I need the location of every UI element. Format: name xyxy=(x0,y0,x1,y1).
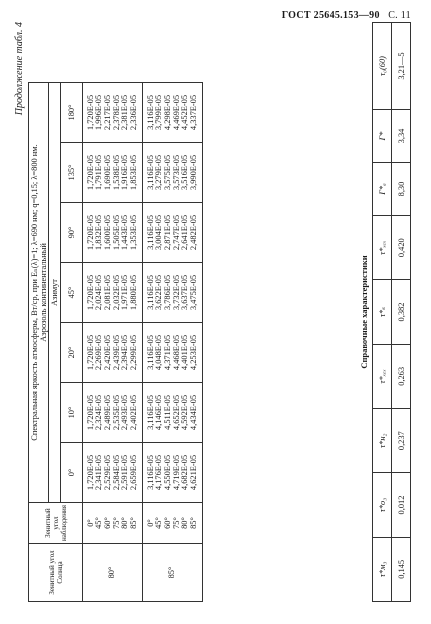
ref-symbol: Γ*ₐ xyxy=(373,163,392,216)
ref-value: 3,21—5 xyxy=(392,23,411,110)
header-zenith-obs: Зенитный угол наблюдения xyxy=(29,503,83,544)
group-sun-85 xyxy=(143,83,203,602)
ref-symbol: τ*ₓₑₓ xyxy=(373,344,392,408)
values-az-0: 1,720E-05 2,341E-05 2,529E-05 2,584E-05 2,591E-05 2,659E-05 xyxy=(83,443,143,503)
ref-symbol: τ₀(60) xyxy=(373,23,392,110)
ref-value: 0,145 xyxy=(392,537,411,601)
sun-angle: 85° xyxy=(143,544,203,602)
azimuth-45: 45° xyxy=(61,263,83,323)
ref-symbol: Γ* xyxy=(373,109,392,162)
reference-title: Справочные характеристики xyxy=(359,255,369,369)
azimuth-0: 0° xyxy=(61,443,83,503)
azimuth-135: 135° xyxy=(61,143,83,203)
page-header xyxy=(282,10,411,21)
table-caption xyxy=(29,83,49,503)
values-az-20: 1,720E-05 2,269E-05 2,420E-05 2,439E-05 2,394E-05 2,299E-05 xyxy=(83,323,143,383)
azimuth-10: 10° xyxy=(61,383,83,443)
ref-symbol: τ*н₂ xyxy=(373,409,392,473)
values-az-20: 3,116E-05 4,048E-05 4,371E-05 4,468E-05 4,401E-05 4,253E-05 xyxy=(143,323,203,383)
values-az-90: 3,116E-05 3,004E-05 2,871E-05 2,747E-05 2,641E-05 2,482E-05 xyxy=(143,203,203,263)
obs-angle-list: 0° 45° 60° 75° 80° 85° xyxy=(143,503,203,544)
ref-value: 3,34 xyxy=(392,109,411,162)
caption-line2: Аэрозоль континентальный xyxy=(39,243,48,342)
values-az-10: 1,720E-05 2,324E-05 2,489E-05 2,535E-05 2,493E-05 2,402E-05 xyxy=(83,383,143,443)
radiance-table xyxy=(28,82,203,602)
header-azimuth: Азимут xyxy=(49,83,61,503)
ref-symbol: τ*ₛ xyxy=(373,280,392,344)
sun-angle: 80° xyxy=(83,544,143,602)
values-az-180: 3,116E-05 3,799E-05 4,298E-05 4,469E-05 4,452E-05 4,337E-05 xyxy=(143,83,203,143)
standard-number: ГОСТ 25645.153—90 xyxy=(281,10,380,21)
obs-angle-list: 0° 45° 60° 75° 80° 85° xyxy=(83,503,143,544)
ref-value: 0,382 xyxy=(392,280,411,344)
continuation-label: Продолжение табл. 4 xyxy=(14,22,25,116)
values-az-180: 1,720E-05 1,996E-05 2,217E-05 2,378E-05 2,381E-05 2,336E-05 xyxy=(83,83,143,143)
ref-value: 0,420 xyxy=(392,216,411,280)
ref-symbol: τ*о₃ xyxy=(373,473,392,537)
values-az-45: 3,116E-05 3,622E-05 3,786E-05 3,732E-05 3,637E-05 3,475E-05 xyxy=(143,263,203,323)
ref-symbol: τ*м₃ xyxy=(373,537,392,601)
page-number: С. 11 xyxy=(388,10,411,21)
values-az-90: 1,720E-05 1,832E-05 1,600E-05 1,505E-05 1,443E-05 1,353E-05 xyxy=(83,203,143,263)
ref-value: 0,012 xyxy=(392,473,411,537)
reference-table xyxy=(372,22,411,602)
values-az-135: 1,720E-05 1,791E-05 1,690E-05 1,538E-05 1,916E-05 1,853E-05 xyxy=(83,143,143,203)
azimuth-180: 180° xyxy=(61,83,83,143)
values-az-135: 3,116E-05 3,279E-05 3,575E-05 3,573E-05 3,516E-05 3,990E-05 xyxy=(143,143,203,203)
rotated-page-content xyxy=(14,22,424,602)
values-az-45: 1,720E-05 2,024E-05 2,081E-05 2,032E-05 1,971E-05 1,880E-05 xyxy=(83,263,143,323)
ref-value: 0,263 xyxy=(392,344,411,408)
ref-value: 0,237 xyxy=(392,409,411,473)
azimuth-90: 90° xyxy=(61,203,83,263)
values-az-10: 3,116E-05 4,146E-05 4,511E-05 4,652E-05 4,592E-05 4,434E-05 xyxy=(143,383,203,443)
values-az-0: 3,116E-05 4,176E-05 4,550E-05 4,719E-05 4,682E-05 4,621E-05 xyxy=(143,443,203,503)
group-sun-80 xyxy=(83,83,143,602)
caption-line1: Спектральная яркость атмосферы, Вт/ср, при Eₙ(λ)=1; λ=690 нм; q=0,15; λ=800 нм. xyxy=(30,144,39,441)
header-zenith-sun: Зенитный угол Солнца xyxy=(29,544,83,602)
ref-value: 8,30 xyxy=(392,163,411,216)
ref-symbol: τ*ₓₑₓ xyxy=(373,216,392,280)
azimuth-20: 20° xyxy=(61,323,83,383)
